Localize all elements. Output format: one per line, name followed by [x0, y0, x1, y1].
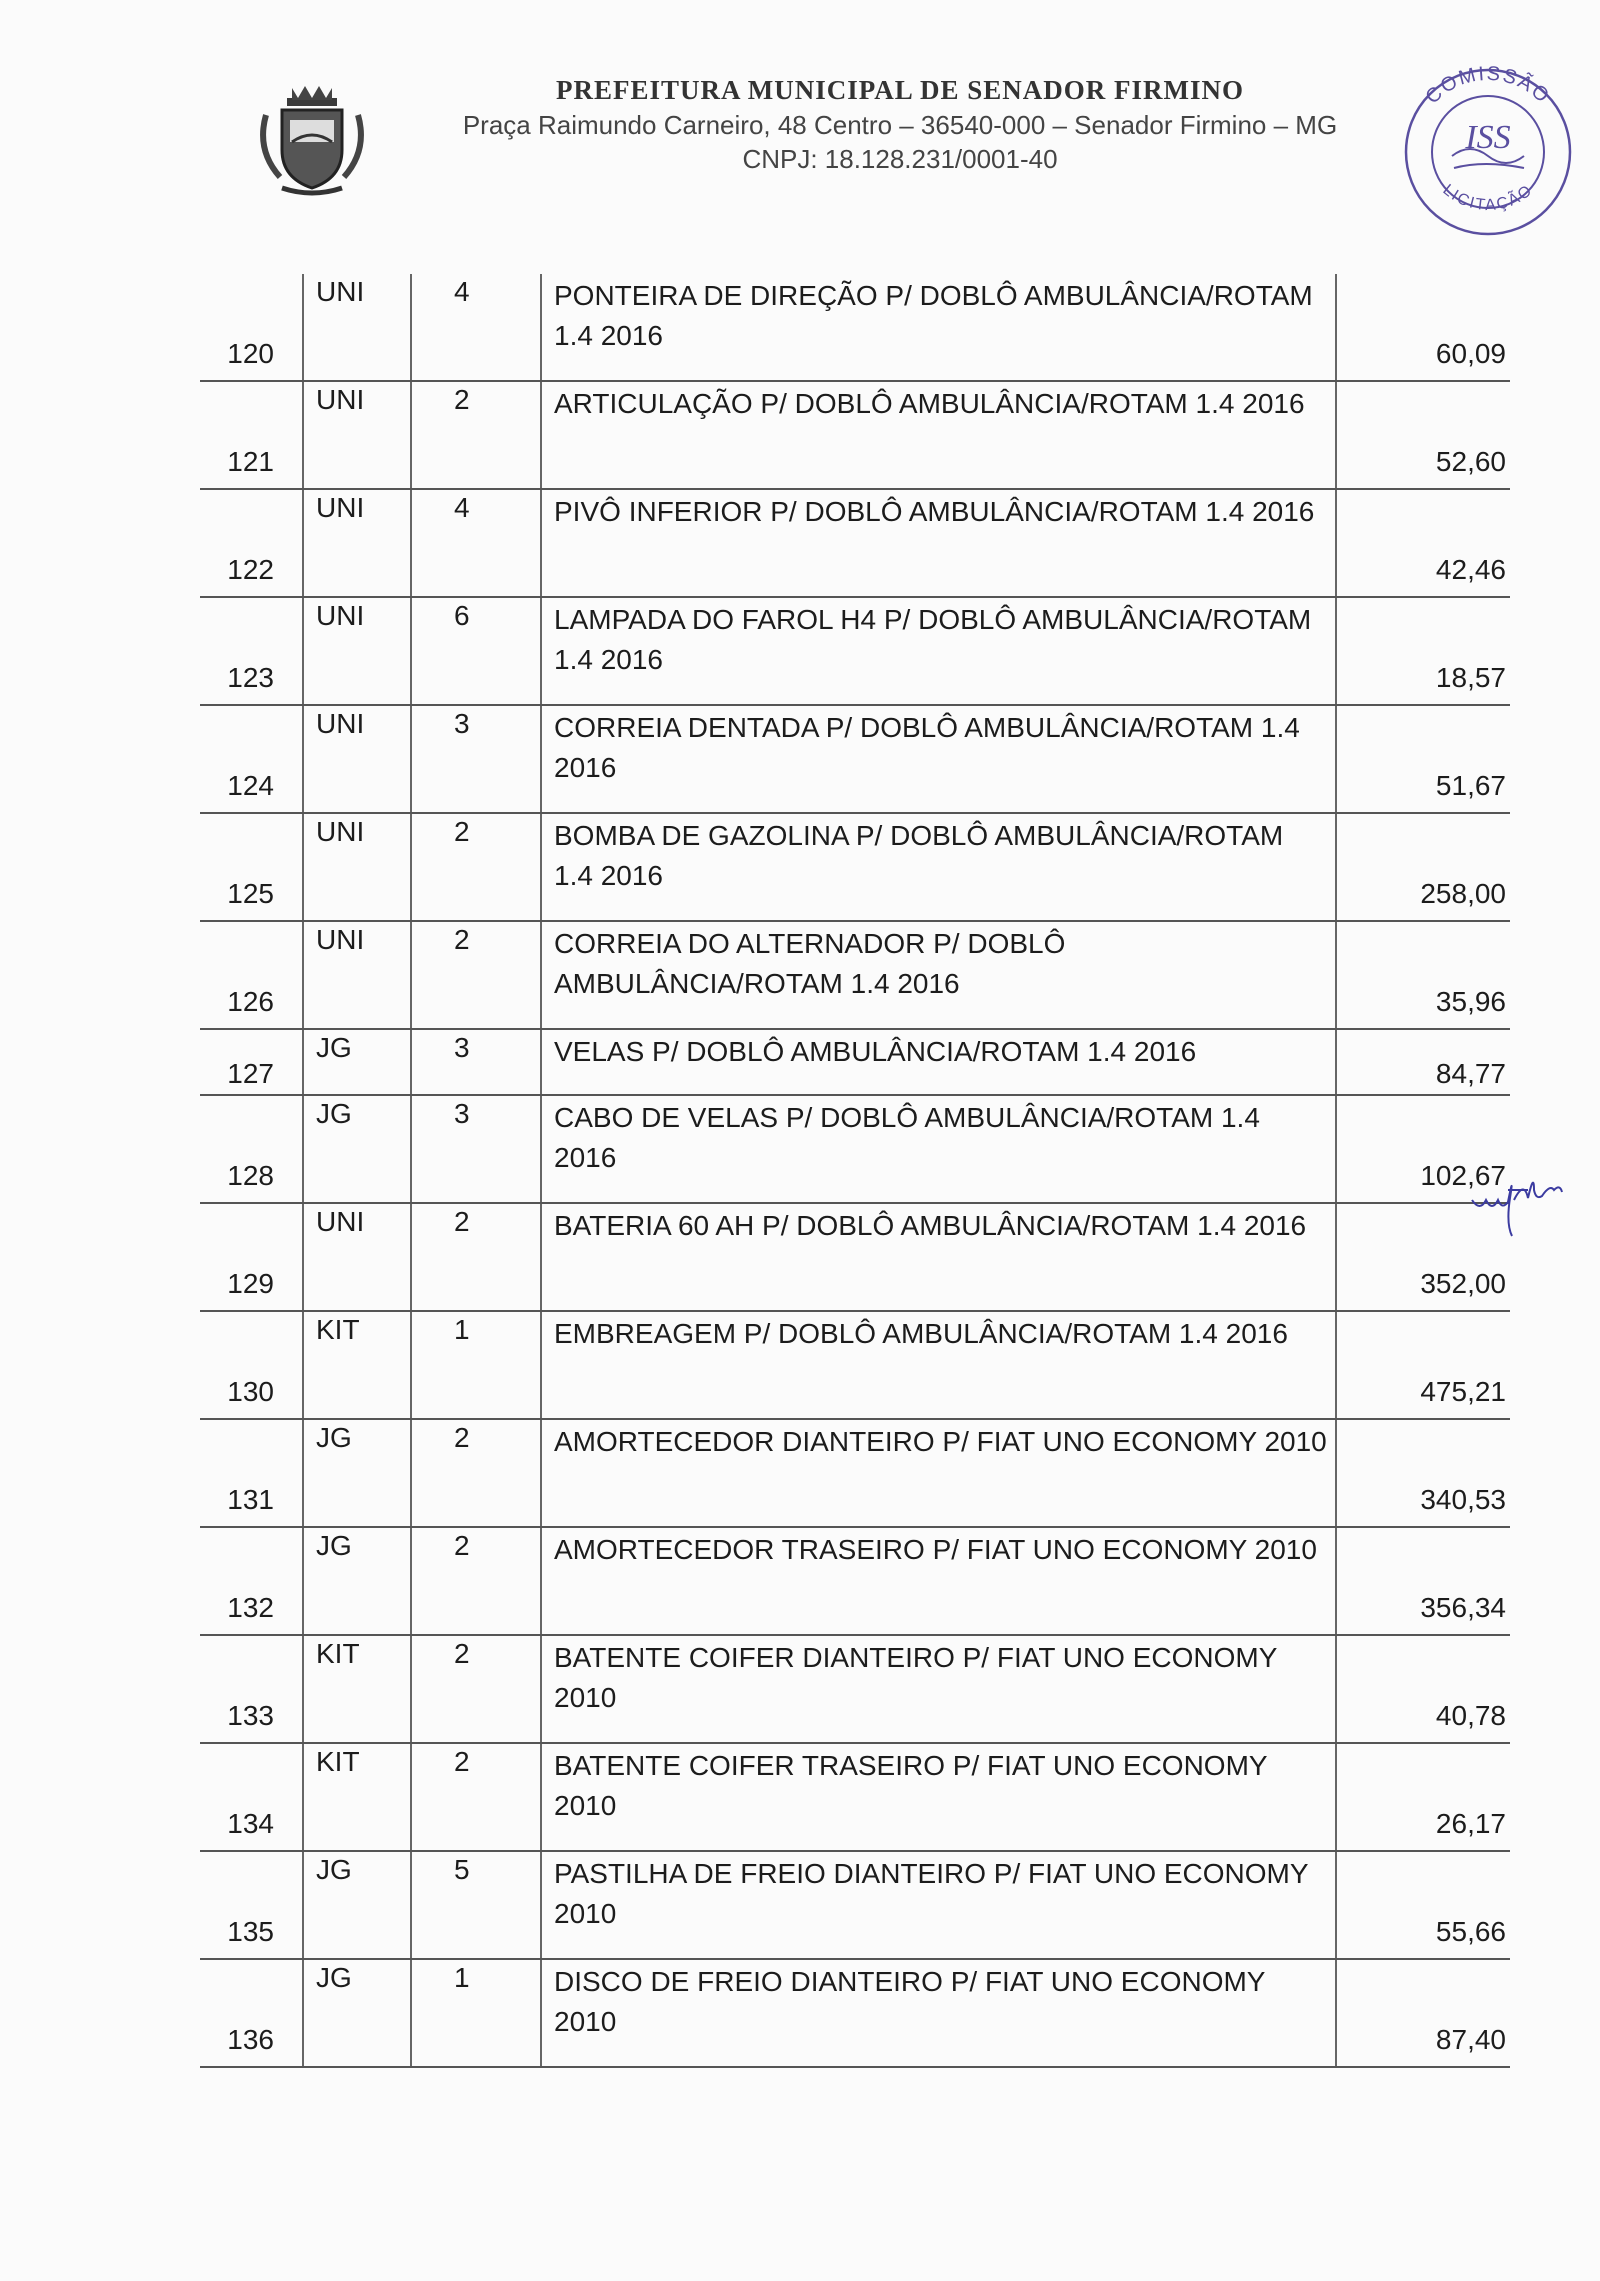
item-description-cell	[540, 1960, 1337, 2066]
item-unit: JG	[316, 1422, 352, 1453]
item-price: 352,00	[1420, 1268, 1506, 1299]
item-description: DISCO DE FREIO DIANTEIRO P/ FIAT UNO ECONOMY 2010	[554, 1966, 1265, 2037]
stamp-center-text: ISS	[1465, 119, 1511, 156]
item-quantity-cell	[410, 1096, 542, 1202]
item-description-cell	[540, 1852, 1337, 1958]
item-price: 102,67	[1420, 1160, 1506, 1191]
item-price-cell	[1335, 274, 1512, 380]
item-quantity-cell	[410, 1636, 542, 1742]
item-price: 84,77	[1435, 1058, 1506, 1089]
item-quantity-cell	[410, 382, 542, 488]
table-row	[200, 1960, 1510, 2068]
item-price: 51,67	[1435, 770, 1506, 801]
item-unit: JG	[316, 1530, 352, 1561]
item-price-cell	[1335, 382, 1512, 488]
item-number-cell	[200, 814, 302, 920]
item-number: 129	[227, 1268, 274, 1299]
item-quantity: 1	[454, 1962, 470, 1993]
item-quantity-cell	[410, 1312, 542, 1418]
table-row	[200, 1030, 1510, 1096]
item-unit: UNI	[316, 708, 365, 739]
item-price-cell	[1335, 1030, 1512, 1094]
item-quantity: 2	[454, 924, 470, 955]
items-table	[200, 274, 1510, 2068]
item-quantity: 3	[454, 708, 470, 739]
commission-stamp-icon	[1388, 60, 1588, 240]
item-number-cell	[200, 706, 302, 812]
item-description-cell	[540, 922, 1337, 1028]
item-quantity-cell	[410, 1852, 542, 1958]
item-quantity-cell	[410, 1030, 542, 1094]
item-price: 42,46	[1435, 554, 1506, 585]
item-number-cell	[200, 382, 302, 488]
item-price: 55,66	[1435, 1916, 1506, 1947]
item-number: 135	[227, 1916, 274, 1947]
item-unit: KIT	[316, 1746, 360, 1777]
item-price: 52,60	[1435, 446, 1506, 477]
table-row	[200, 1744, 1510, 1852]
item-price: 35,96	[1435, 986, 1506, 1017]
item-quantity-cell	[410, 274, 542, 380]
item-unit-cell	[302, 1312, 412, 1418]
item-unit: JG	[316, 1962, 352, 1993]
item-number-cell	[200, 1204, 302, 1310]
item-unit-cell	[302, 1636, 412, 1742]
table-row	[200, 814, 1510, 922]
table-row	[200, 706, 1510, 814]
item-quantity: 2	[454, 1638, 470, 1669]
item-description: ARTICULAÇÃO P/ DOBLÔ AMBULÂNCIA/ROTAM 1.4 2016	[554, 388, 1305, 419]
item-number: 133	[227, 1700, 274, 1731]
item-price: 18,57	[1435, 662, 1506, 693]
item-quantity: 1	[454, 1314, 470, 1345]
item-price-cell	[1335, 1312, 1512, 1418]
item-unit: KIT	[316, 1314, 360, 1345]
item-number: 130	[227, 1376, 274, 1407]
item-unit: UNI	[316, 600, 365, 631]
item-price: 60,09	[1435, 338, 1506, 369]
item-description-cell	[540, 382, 1337, 488]
item-number-cell	[200, 1528, 302, 1634]
table-row	[200, 1852, 1510, 1960]
item-price-cell	[1335, 1852, 1512, 1958]
item-description: LAMPADA DO FAROL H4 P/ DOBLÔ AMBULÂNCIA/ROTAM 1.4 2016	[554, 604, 1312, 675]
stamp-bottom-text: LICITAÇÃO	[1439, 181, 1537, 215]
item-number-cell	[200, 1312, 302, 1418]
item-price-cell	[1335, 814, 1512, 920]
item-number: 124	[227, 770, 274, 801]
item-unit: UNI	[316, 384, 365, 415]
item-number: 131	[227, 1484, 274, 1515]
item-description-cell	[540, 1096, 1337, 1202]
item-description-cell	[540, 1636, 1337, 1742]
item-unit-cell	[302, 490, 412, 596]
item-description-cell	[540, 274, 1337, 380]
item-unit: UNI	[316, 1206, 365, 1237]
item-description-cell	[540, 1420, 1337, 1526]
item-price: 258,00	[1420, 878, 1506, 909]
item-unit-cell	[302, 1744, 412, 1850]
item-unit-cell	[302, 1960, 412, 2066]
item-price: 40,78	[1435, 1700, 1506, 1731]
item-unit-cell	[302, 814, 412, 920]
table-row	[200, 1636, 1510, 1744]
table-row	[200, 382, 1510, 490]
item-price: 475,21	[1420, 1376, 1506, 1407]
item-number: 136	[227, 2024, 274, 2055]
item-unit-cell	[302, 274, 412, 380]
item-description: BOMBA DE GAZOLINA P/ DOBLÔ AMBULÂNCIA/ROTAM 1.4 2016	[554, 820, 1284, 891]
item-price-cell	[1335, 598, 1512, 704]
item-unit-cell	[302, 1204, 412, 1310]
item-description: PONTEIRA DE DIREÇÃO P/ DOBLÔ AMBULÂNCIA/ROTAM 1.4 2016	[554, 280, 1313, 351]
item-number: 128	[227, 1160, 274, 1191]
item-unit-cell	[302, 1420, 412, 1526]
item-price: 26,17	[1435, 1808, 1506, 1839]
item-description: BATENTE COIFER DIANTEIRO P/ FIAT UNO ECONOMY 2010	[554, 1642, 1277, 1713]
item-unit-cell	[302, 922, 412, 1028]
item-description: BATENTE COIFER TRASEIRO P/ FIAT UNO ECONOMY 2010	[554, 1750, 1268, 1821]
item-price-cell	[1335, 922, 1512, 1028]
item-number: 125	[227, 878, 274, 909]
table-row	[200, 598, 1510, 706]
item-price-cell	[1335, 706, 1512, 812]
item-price-cell	[1335, 490, 1512, 596]
item-unit-cell	[302, 706, 412, 812]
item-description-cell	[540, 1744, 1337, 1850]
item-unit: JG	[316, 1854, 352, 1885]
item-number-cell	[200, 1960, 302, 2066]
stamp-top-text: COMISSÃO	[1421, 62, 1555, 109]
item-quantity: 5	[454, 1854, 470, 1885]
item-description: CORREIA DENTADA P/ DOBLÔ AMBULÂNCIA/ROTAM 1.4 2016	[554, 712, 1300, 783]
item-unit-cell	[302, 382, 412, 488]
table-row	[200, 922, 1510, 1030]
item-quantity: 2	[454, 384, 470, 415]
item-unit: KIT	[316, 1638, 360, 1669]
item-unit-cell	[302, 1096, 412, 1202]
item-quantity: 2	[454, 1206, 470, 1237]
item-unit: JG	[316, 1098, 352, 1129]
item-number-cell	[200, 490, 302, 596]
item-quantity-cell	[410, 490, 542, 596]
organization-name: PREFEITURA MUNICIPAL DE SENADOR FIRMINO	[555, 75, 1245, 105]
item-number: 134	[227, 1808, 274, 1839]
item-description: PIVÔ INFERIOR P/ DOBLÔ AMBULÂNCIA/ROTAM 1.4 2016	[554, 496, 1315, 527]
item-description: CORREIA DO ALTERNADOR P/ DOBLÔ AMBULÂNCIA/ROTAM 1.4 2016	[554, 928, 1066, 999]
item-price: 340,53	[1420, 1484, 1506, 1515]
item-quantity-cell	[410, 1204, 542, 1310]
svg-text:LICITAÇÃO	[1439, 181, 1536, 214]
item-number: 127	[227, 1058, 274, 1089]
item-unit: UNI	[316, 924, 365, 955]
item-quantity-cell	[410, 1528, 542, 1634]
item-price-cell	[1335, 1636, 1512, 1742]
item-description-cell	[540, 814, 1337, 920]
item-description: AMORTECEDOR DIANTEIRO P/ FIAT UNO ECONOMY 2010	[554, 1426, 1327, 1457]
item-description: BATERIA 60 AH P/ DOBLÔ AMBULÂNCIA/ROTAM 1.4 2016	[554, 1210, 1307, 1241]
item-description: PASTILHA DE FREIO DIANTEIRO P/ FIAT UNO ECONOMY 2010	[554, 1858, 1309, 1929]
table-row	[200, 274, 1510, 382]
item-description: AMORTECEDOR TRASEIRO P/ FIAT UNO ECONOMY 2010	[554, 1534, 1317, 1565]
item-unit: UNI	[316, 492, 365, 523]
table-row	[200, 1312, 1510, 1420]
item-number-cell	[200, 1420, 302, 1526]
item-quantity-cell	[410, 1420, 542, 1526]
item-description-cell	[540, 1528, 1337, 1634]
item-description-cell	[540, 706, 1337, 812]
item-description-cell	[540, 1204, 1337, 1310]
item-quantity: 6	[454, 600, 470, 631]
item-price: 87,40	[1435, 2024, 1506, 2055]
item-number: 132	[227, 1592, 274, 1623]
item-quantity-cell	[410, 1744, 542, 1850]
item-number-cell	[200, 922, 302, 1028]
item-unit-cell	[302, 1030, 412, 1094]
item-description-cell	[540, 598, 1337, 704]
item-quantity: 2	[454, 1530, 470, 1561]
item-price-cell	[1335, 1744, 1512, 1850]
item-quantity-cell	[410, 706, 542, 812]
item-description: VELAS P/ DOBLÔ AMBULÂNCIA/ROTAM 1.4 2016	[554, 1036, 1197, 1067]
item-number: 121	[227, 446, 274, 477]
item-quantity: 3	[454, 1032, 470, 1063]
table-row	[200, 490, 1510, 598]
item-quantity-cell	[410, 922, 542, 1028]
item-description: CABO DE VELAS P/ DOBLÔ AMBULÂNCIA/ROTAM 1.4 2016	[554, 1102, 1260, 1173]
item-number: 122	[227, 554, 274, 585]
organization-address: Praça Raimundo Carneiro, 48 Centro – 36540-000 – Senador Firmino – MG	[462, 110, 1338, 140]
item-quantity-cell	[410, 598, 542, 704]
item-quantity: 2	[454, 816, 470, 847]
item-price-cell	[1335, 1960, 1512, 2066]
item-description: EMBREAGEM P/ DOBLÔ AMBULÂNCIA/ROTAM 1.4 2016	[554, 1318, 1288, 1349]
item-unit: UNI	[316, 816, 365, 847]
item-quantity-cell	[410, 814, 542, 920]
item-number-cell	[200, 1096, 302, 1202]
item-number-cell	[200, 1744, 302, 1850]
table-row	[200, 1096, 1510, 1204]
item-quantity-cell	[410, 1960, 542, 2066]
table-row	[200, 1204, 1510, 1312]
item-unit: UNI	[316, 276, 365, 307]
item-price-cell	[1335, 1528, 1512, 1634]
item-price-cell	[1335, 1420, 1512, 1526]
item-description-cell	[540, 1030, 1337, 1094]
item-unit: JG	[316, 1032, 352, 1063]
item-number: 126	[227, 986, 274, 1017]
item-unit-cell	[302, 1852, 412, 1958]
document-header	[0, 60, 1600, 215]
item-quantity: 4	[454, 492, 470, 523]
item-number-cell	[200, 274, 302, 380]
item-description-cell	[540, 490, 1337, 596]
table-row	[200, 1528, 1510, 1636]
item-description-cell	[540, 1312, 1337, 1418]
organization-cnpj: CNPJ: 18.128.231/0001-40	[742, 144, 1058, 174]
item-quantity: 2	[454, 1422, 470, 1453]
table-row	[200, 1420, 1510, 1528]
item-unit-cell	[302, 598, 412, 704]
item-quantity: 4	[454, 276, 470, 307]
item-number: 120	[227, 338, 274, 369]
item-number-cell	[200, 1852, 302, 1958]
item-number-cell	[200, 1636, 302, 1742]
item-number: 123	[227, 662, 274, 693]
item-price: 356,34	[1420, 1592, 1506, 1623]
item-quantity: 3	[454, 1098, 470, 1129]
item-quantity: 2	[454, 1746, 470, 1777]
handwritten-initials-signature	[1468, 1160, 1588, 1240]
item-unit-cell	[302, 1528, 412, 1634]
item-number-cell	[200, 598, 302, 704]
municipal-crest-icon	[252, 80, 372, 200]
item-number-cell	[200, 1030, 302, 1094]
